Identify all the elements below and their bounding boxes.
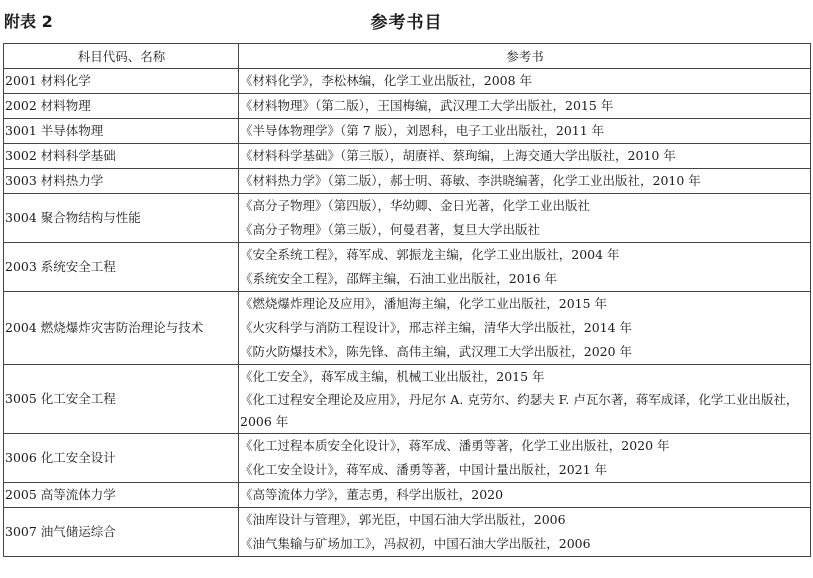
books-cell bbox=[239, 119, 811, 144]
book-entry: 《燃烧爆炸理论及应用》，潘旭海主编，化学工业出版社，2015 年 bbox=[240, 296, 608, 311]
books-cell bbox=[239, 169, 811, 194]
books-cell bbox=[239, 434, 811, 483]
table-row bbox=[4, 508, 811, 557]
book-entry: 《防火防爆技术》，陈先锋、高伟主编，武汉理工大学出版社，2020 年 bbox=[240, 344, 633, 359]
column-header-subject: 科目代码、名称 bbox=[4, 44, 239, 69]
table-row bbox=[4, 69, 811, 94]
subject-cell: 3005 化工安全工程 bbox=[4, 365, 239, 434]
books-cell bbox=[239, 69, 811, 94]
subject-cell: 2005 高等流体力学 bbox=[4, 483, 239, 508]
subject-cell: 2003 系统安全工程 bbox=[4, 243, 239, 292]
books-cell bbox=[239, 243, 811, 292]
subject-cell: 3003 材料热力学 bbox=[4, 169, 239, 194]
subject-cell: 2002 材料物理 bbox=[4, 94, 239, 119]
book-entry: 《安全系统工程》，蒋军成、郭振龙主编，化学工业出版社，2004 年 bbox=[240, 247, 620, 262]
book-entry: 《材料热力学》（第二版），郝士明、蒋敏、李洪晓编著，化学工业出版社，2010 年 bbox=[240, 173, 701, 188]
table-row bbox=[4, 243, 811, 292]
table-row bbox=[4, 483, 811, 508]
books-cell bbox=[239, 292, 811, 365]
subject-cell: 3002 材料科学基础 bbox=[4, 144, 239, 169]
reference-books-table bbox=[3, 43, 811, 557]
table-header-row bbox=[4, 44, 811, 69]
book-entry: 《化工过程本质安全化设计》，蒋军成、潘勇等著，化学工业出版社，2020 年 bbox=[240, 438, 670, 453]
book-entry: 《系统安全工程》，邵辉主编，石油工业出版社，2016 年 bbox=[240, 271, 558, 286]
subject-cell: 3006 化工安全设计 bbox=[4, 434, 239, 483]
books-cell bbox=[239, 94, 811, 119]
table-row bbox=[4, 365, 811, 434]
book-entry: 《化工安全设计》，蒋军成、潘勇等著，中国计量出版社，2021 年 bbox=[240, 462, 608, 477]
book-entry: 《油气集输与矿场加工》，冯叔初，中国石油大学出版社，2006 bbox=[240, 536, 591, 551]
table-row bbox=[4, 292, 811, 365]
subject-cell: 2001 材料化学 bbox=[4, 69, 239, 94]
book-entry: 《油库设计与管理》，郭光臣，中国石油大学出版社，2006 bbox=[240, 512, 566, 527]
table-row bbox=[4, 144, 811, 169]
books-cell bbox=[239, 483, 811, 508]
book-entry: 《材料化学》，李松林编，化学工业出版社，2008 年 bbox=[240, 73, 533, 88]
book-entry: 《高等流体力学》，董志勇，科学出版社，2020 bbox=[240, 487, 504, 502]
table-row bbox=[4, 94, 811, 119]
document-title: 参考书目 bbox=[370, 13, 443, 33]
page-header bbox=[0, 0, 813, 40]
subject-cell: 2004 燃烧爆炸灾害防治理论与技术 bbox=[4, 292, 239, 365]
book-entry: 《火灾科学与消防工程设计》，邢志祥主编，清华大学出版社，2014 年 bbox=[240, 320, 633, 335]
book-entry: 《高分子物理》（第三版），何曼君著，复旦大学出版社 bbox=[240, 222, 541, 237]
column-header-books: 参考书 bbox=[239, 44, 811, 69]
table-row bbox=[4, 194, 811, 243]
books-cell bbox=[239, 144, 811, 169]
table-row bbox=[4, 119, 811, 144]
book-entry: 《材料物理》（第二版），王国梅编，武汉理工大学出版社，2015 年 bbox=[240, 98, 614, 113]
subject-cell: 3004 聚合物结构与性能 bbox=[4, 194, 239, 243]
subject-cell: 3007 油气储运综合 bbox=[4, 508, 239, 557]
books-cell bbox=[239, 194, 811, 243]
book-entry: 《高分子物理》（第四版），华幼卿、金日光著，化学工业出版社 bbox=[240, 198, 591, 213]
book-entry: 《化工安全》，蒋军成主编，机械工业出版社，2015 年 bbox=[240, 369, 545, 384]
book-entry: 《化工过程安全理论及应用》，丹尼尔 A. 克劳尔、约瑟夫 F. 卢瓦尔著，蒋军成译，化学工业出版社，2006 年 bbox=[240, 392, 799, 429]
subject-cell: 3001 半导体物理 bbox=[4, 119, 239, 144]
table-row bbox=[4, 434, 811, 483]
book-entry: 《材料科学基础》（第三版），胡赓祥、蔡珣编，上海交通大学出版社，2010 年 bbox=[240, 148, 676, 163]
books-cell bbox=[239, 508, 811, 557]
table-row bbox=[4, 169, 811, 194]
book-entry: 《半导体物理学》（第 7 版），刘恩科，电子工业出版社，2011 年 bbox=[240, 123, 605, 138]
appendix-label: 附表 2 bbox=[4, 12, 53, 31]
books-cell bbox=[239, 365, 811, 434]
